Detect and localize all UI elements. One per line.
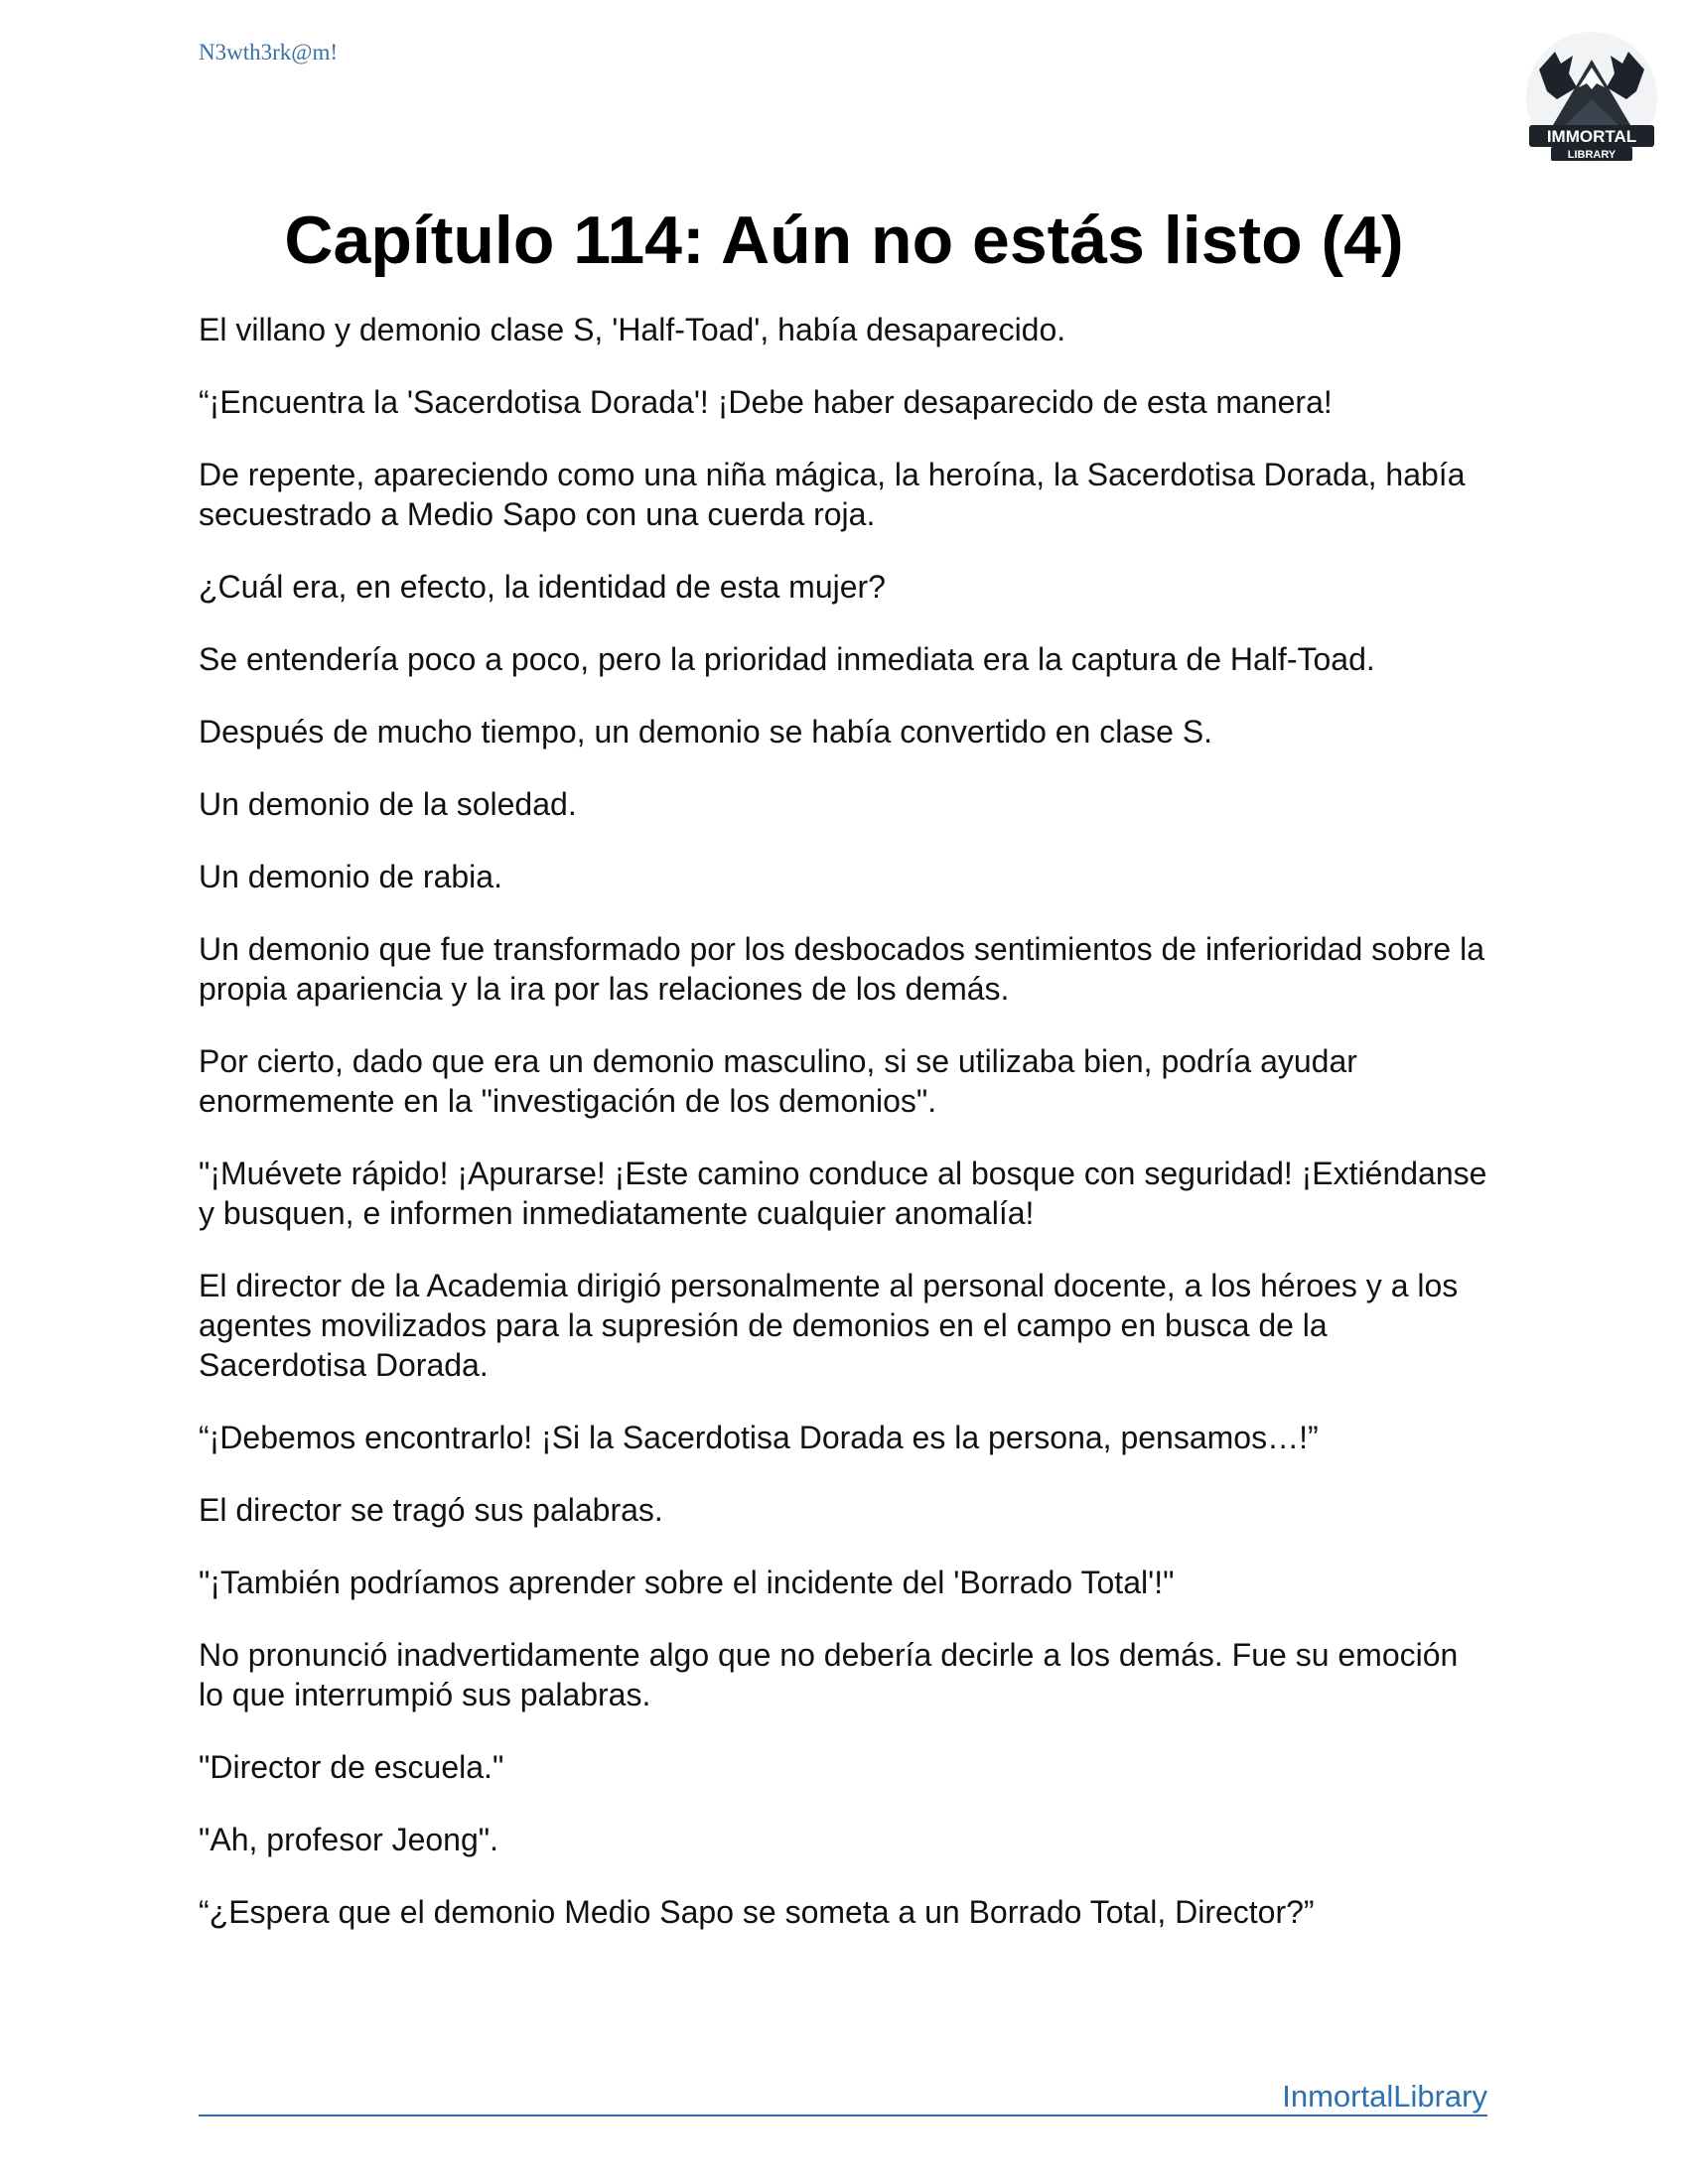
logo-text-line1: IMMORTAL: [1546, 127, 1637, 146]
paragraph: Un demonio que fue transformado por los desbocados sentimientos de inferioridad sobre la propia apariencia y la ira por las relaciones de los demás.: [199, 931, 1484, 1007]
paragraph: De repente, apareciendo como una niña mágica, la heroína, la Sacerdotisa Dorada, había secuestrado a Medio Sapo con una cuerda roja.: [199, 457, 1466, 532]
logo-text-line2: LIBRARY: [1567, 149, 1617, 161]
watermark: N3wth3rk@m!: [199, 40, 338, 65]
paragraph: Se entendería poco a poco, pero la prioridad inmediata era la captura de Half-Toad.: [199, 641, 1375, 677]
paragraph: “¡Debemos encontrarlo! ¡Si la Sacerdotisa Dorada es la persona, pensamos…!”: [199, 1420, 1319, 1455]
paragraph: Un demonio de rabia.: [199, 859, 502, 894]
immortal-library-logo: [1517, 30, 1666, 169]
chapter-title: Capítulo 114: Aún no estás listo (4): [284, 203, 1404, 278]
paragraph: "¡Muévete rápido! ¡Apurarse! ¡Este camino conduce al bosque con seguridad! ¡Extiéndanse y busquen, e informen inmediatamente cualquier anomalía!: [199, 1156, 1487, 1231]
paragraph: "Ah, profesor Jeong".: [199, 1822, 498, 1857]
paragraph: Un demonio de la soledad.: [199, 786, 577, 822]
paragraph: "¡También podríamos aprender sobre el incidente del 'Borrado Total'!": [199, 1565, 1175, 1600]
paragraph: Después de mucho tiempo, un demonio se había convertido en clase S.: [199, 714, 1213, 750]
paragraph: “¿Espera que el demonio Medio Sapo se someta a un Borrado Total, Director?”: [199, 1894, 1315, 1930]
footer-link[interactable]: InmortalLibrary: [1282, 2079, 1487, 2114]
paragraph: El director se tragó sus palabras.: [199, 1492, 663, 1528]
paragraph: Por cierto, dado que era un demonio masculino, si se utilizaba bien, podría ayudar enormemente en la "investigación de los demonios".: [199, 1043, 1357, 1119]
paragraph: El director de la Academia dirigió personalmente al personal docente, a los héroes y a los agentes movilizados para la supresión de demonios en el campo en busca de la Sacerdotisa Dorada.: [199, 1268, 1459, 1383]
paragraph: El villano y demonio clase S, 'Half-Toad', había desaparecido.: [199, 312, 1066, 347]
paragraph: "Director de escuela.": [199, 1749, 504, 1785]
paragraph: ¿Cuál era, en efecto, la identidad de esta mujer?: [199, 569, 886, 605]
footer-divider: [199, 2115, 1487, 2116]
paragraph: “¡Encuentra la 'Sacerdotisa Dorada'! ¡Debe haber desaparecido de esta manera!: [199, 384, 1333, 420]
chapter-body: [199, 310, 1489, 1965]
paragraph: No pronunció inadvertidamente algo que no debería decirle a los demás. Fue su emoción lo que interrumpió sus palabras.: [199, 1637, 1459, 1712]
